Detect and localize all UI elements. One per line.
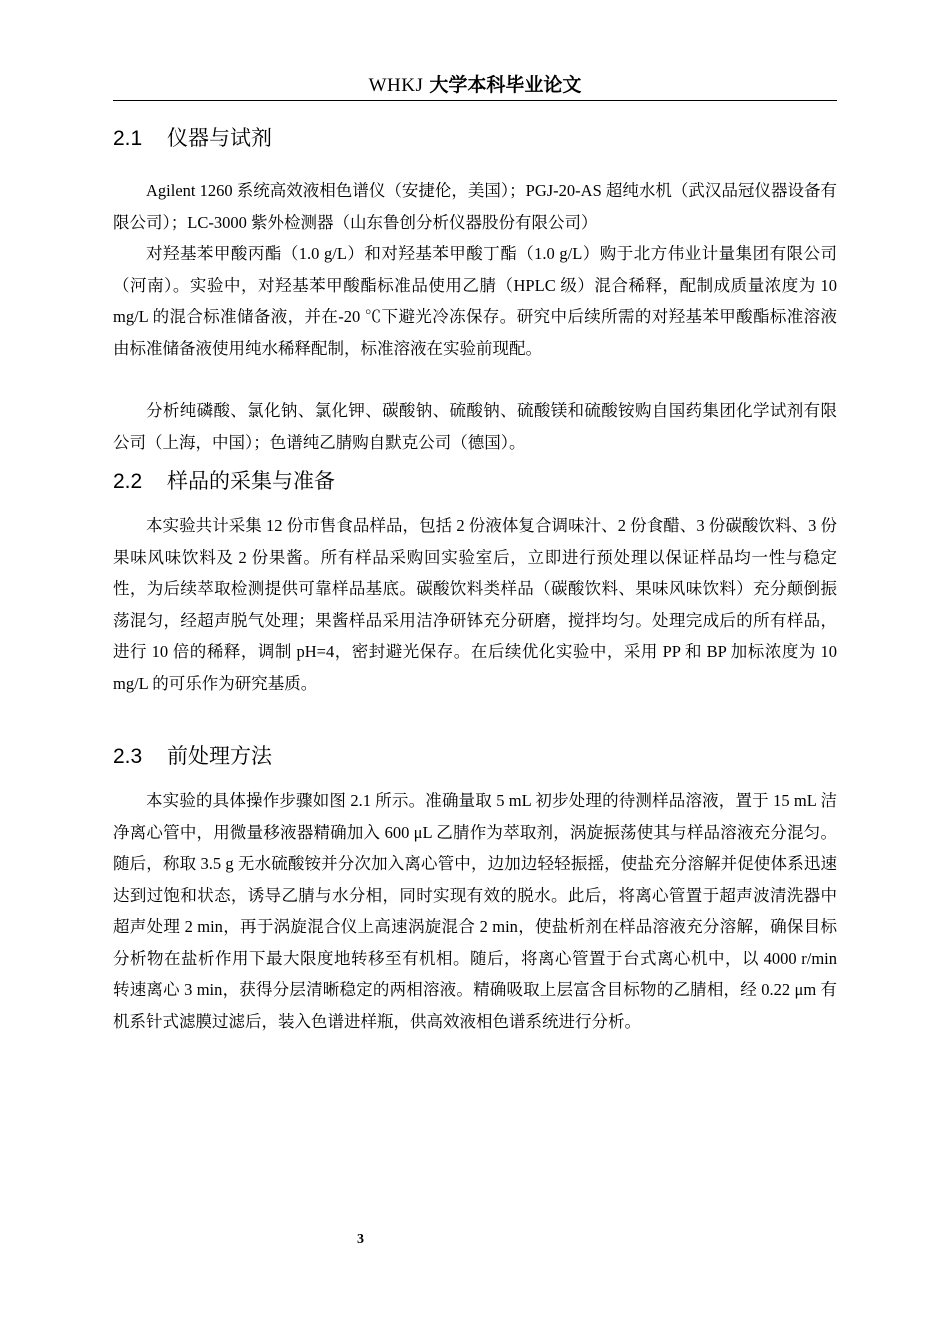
- section-title: 前处理方法: [167, 744, 272, 768]
- section-title: 仪器与试剂: [167, 126, 272, 150]
- section-number: 2.2: [113, 470, 143, 493]
- header-latin: WHKJ: [368, 75, 424, 96]
- section-heading-2-1: [113, 124, 272, 153]
- paragraph: Agilent 1260 系统高效液相色谱仪（安捷伦，美国）；PGJ-20-AS 超纯水机（武汉品冠仪器设备有限公司）；LC-3000 紫外检测器（山东鲁创分析仪器股份有限公司）: [113, 181, 837, 232]
- section-number: 2.3: [113, 745, 143, 768]
- paragraph: 本实验的具体操作步骤如图 2.1 所示。准确量取 5 mL 初步处理的待测样品溶液，置于 15 mL 洁净离心管中，用微量移液器精确加入 600 μL 乙腈作为萃取剂，涡旋振荡使其与样品溶液充分混匀。随后，称取 3.5 g 无水硫酸铵并分次加入离心管中，边加边轻轻振摇，使盐充分溶解并促使体系迅速达到过饱和状态，诱导乙腈与水分相，同时实现有效的脱水。此后，将离心管置于超声波清洗器中超声处理 2 min，再于涡旋混合仪上高速涡旋混合 2 min，使盐析剂在样品溶液充分溶解，确保目标分析物在盐析作用下最大限度地转移至有机相。随后，将离心管置于台式离心机中，以 4000 r/min 转速离心 3 min，获得分层清晰稳定的两相溶液。精确吸取上层富含目标物的乙腈相，经 0.22 μm 有机系针式滤膜过滤后，装入色谱进样瓶，供高效液相色谱系统进行分析。: [113, 791, 837, 1031]
- paragraph: 对羟基苯甲酸丙酯（1.0 g/L）和对羟基苯甲酸丁酯（1.0 g/L）购于北方伟业计量集团有限公司（河南）。实验中，对羟基苯甲酸酯标准品使用乙腈（HPLC 级）混合稀释，配制成质量浓度为 10 mg/L 的混合标准储备液，并在-20 ℃下避光冷冻保存。研究中后续所需的对羟基苯甲酸酯标准溶液由标准储备液使用纯水稀释配制，标准溶液在实验前现配。: [113, 244, 837, 358]
- header-rule: [113, 100, 837, 101]
- section-heading-2-2: [113, 467, 335, 496]
- page-number: 3: [357, 1232, 364, 1247]
- section-title: 样品的采集与准备: [167, 469, 335, 493]
- paragraph: 本实验共计采集 12 份市售食品样品，包括 2 份液体复合调味汁、2 份食醋、3 份碳酸饮料、3 份果味风味饮料及 2 份果酱。所有样品采购回实验室后，立即进行预处理以保证样品均一性与稳定性，为后续萃取检测提供可靠样品基底。碳酸饮料类样品（碳酸饮料、果味风味饮料）充分颠倒振荡混匀，经超声脱气处理；果酱样品采用洁净研钵充分研磨，搅拌均匀。处理完成后的所有样品，进行 10 倍的稀释，调制 pH=4，密封避光保存。在后续优化实验中，采用 PP 和 BP 加标浓度为 10 mg/L 的可乐作为研究基质。: [113, 516, 837, 693]
- section-heading-2-3: [113, 742, 272, 771]
- paragraph: 分析纯磷酸、氯化钠、氯化钾、碳酸钠、硫酸钠、硫酸镁和硫酸铵购自国药集团化学试剂有限公司（上海，中国）；色谱纯乙腈购自默克公司（德国）。: [113, 401, 837, 452]
- header-title: 大学本科毕业论文: [429, 74, 582, 96]
- section-number: 2.1: [113, 127, 143, 150]
- running-header: [113, 72, 837, 99]
